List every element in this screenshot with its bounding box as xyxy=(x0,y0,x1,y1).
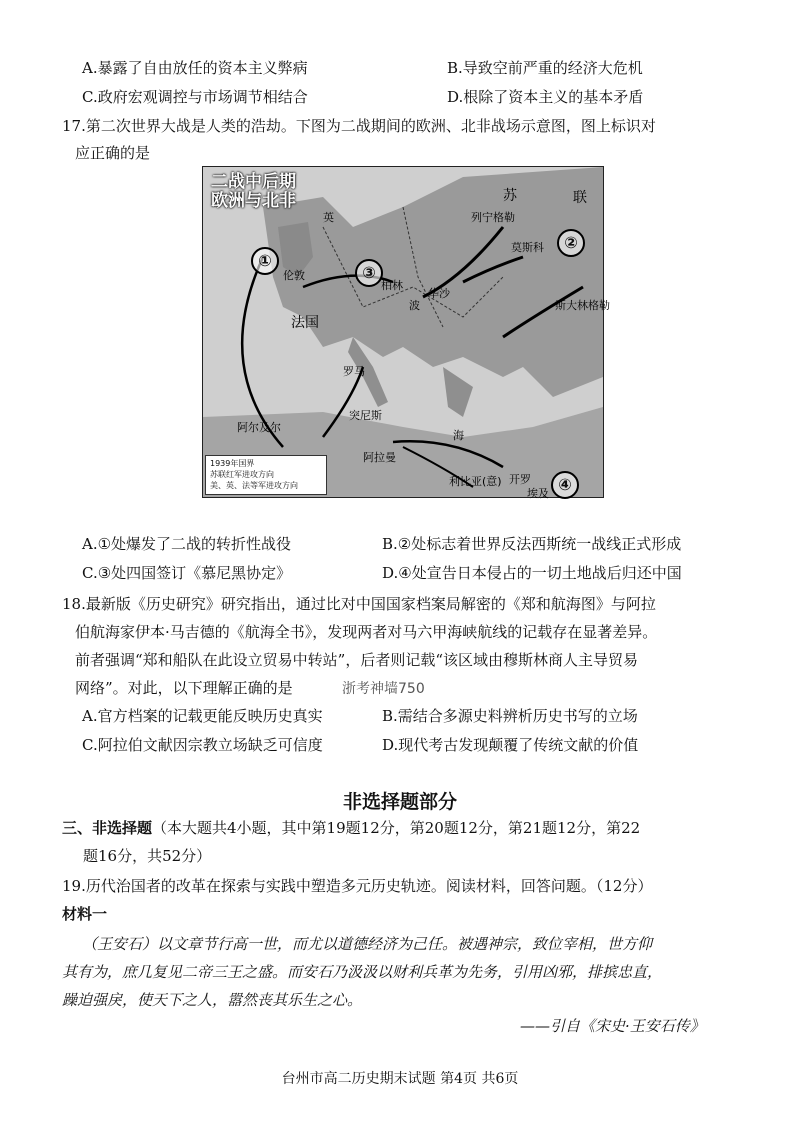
marker-4: ④ xyxy=(551,471,579,499)
q17-option-b: B.②处标志着世界反法西斯统一战线正式形成 xyxy=(382,535,682,553)
q17-stem-line1: 17.第二次世界大战是人类的浩劫。下图为二战期间的欧洲、北非战场示意图，图上标识对 xyxy=(62,117,656,135)
map-label-bo: 波 xyxy=(409,299,420,312)
part3-line1 xyxy=(62,818,640,838)
map-label-warsaw: 华沙 xyxy=(428,287,450,300)
marker-3: ③ xyxy=(355,259,383,287)
q18-line2: 伯航海家伊本·马吉德的《航海全书》，发现两者对马六甲海峡航线的记载存在显著差异。 xyxy=(75,623,658,641)
map-label-ying: 英 xyxy=(323,211,334,224)
q17-option-d: D.④处宣告日本侵占的一切土地战后归还中国 xyxy=(382,564,682,582)
q17-option-c: C.③处四国签订《慕尼黑协定》 xyxy=(82,564,292,582)
map-label-france: 法国 xyxy=(291,315,319,331)
q19-material-label: 材料一 xyxy=(62,905,108,923)
marker-1: ① xyxy=(251,247,279,275)
map-title xyxy=(211,173,296,211)
map-graphic xyxy=(203,167,603,497)
map-label-moscow: 莫斯科 xyxy=(511,241,544,254)
q17-stem-line2: 应正确的是 xyxy=(75,144,151,162)
map-label-rome: 罗马 xyxy=(343,365,365,378)
legend-allies: 美、英、法等军进攻方向 xyxy=(210,481,298,490)
marker-2: ② xyxy=(557,229,585,257)
q16-option-d: D.根除了资本主义的基本矛盾 xyxy=(447,88,644,106)
ww2-europe-north-africa-map xyxy=(202,166,610,500)
q19-stem: 19.历代治国者的改革在探索与实践中塑造多元历史轨迹。阅读材料，回答问题。（12分） xyxy=(62,877,653,895)
page-footer: 台州市高二历史期末试题 第4页 共6页 xyxy=(281,1071,519,1087)
q19-material-line3: 躁迫强戾，使天下之人，嚣然丧其乐生之心。 xyxy=(62,991,363,1009)
map-label-berlin: 柏林 xyxy=(381,279,403,292)
q18-line4: 网络”。对此，以下理解正确的是 xyxy=(75,679,293,697)
map-label-su: 苏 xyxy=(503,188,517,204)
q16-option-b: B.导致空前严重的经济大危机 xyxy=(447,59,643,77)
q18-line1: 18.最新版《历史研究》研究指出，通过比对中国国家档案局解密的《郑和航海图》与阿拉 xyxy=(62,595,656,613)
part3-desc-line2: 题16分，共52分） xyxy=(83,847,212,865)
map-label-cairo: 开罗 xyxy=(509,473,531,486)
map-label-leningrad: 列宁格勒 xyxy=(471,211,515,224)
legend-border: 1939年国界 xyxy=(210,459,255,468)
watermark: 浙考神墙750 xyxy=(342,681,425,697)
map-title-line1: 二战中后期 xyxy=(211,172,296,192)
q19-source: ——引自《宋史·王安石传》 xyxy=(520,1017,705,1035)
q18-option-a: A.官方档案的记载更能反映历史真实 xyxy=(82,707,323,725)
map-label-stalingrad: 斯大林格勒 xyxy=(555,299,610,312)
map-label-algiers: 阿尔及尔 xyxy=(237,421,281,434)
map-label-libya: 利比亚(意) xyxy=(449,475,502,488)
map-label-lian: 联 xyxy=(573,190,587,206)
part3-heading: 三、非选择题 xyxy=(62,819,153,837)
part3-desc-line1: （本大题共4小题，其中第19题12分，第20题12分，第21题12分，第22 xyxy=(152,819,641,837)
q18-option-c: C.阿拉伯文献因宗教立场缺乏可信度 xyxy=(82,736,323,754)
q17-option-a: A.①处爆发了二战的转折性战役 xyxy=(82,535,292,553)
q16-option-c: C.政府宏观调控与市场调节相结合 xyxy=(82,88,308,106)
map-label-egypt: 埃及 xyxy=(527,487,549,500)
map-label-london: 伦敦 xyxy=(283,269,305,282)
q19-material-line2: 其有为，庶几复见二帝三王之盛。而安石乃汲汲以财利兵革为先务，引用凶邪，排摈忠直， xyxy=(62,963,663,981)
map-label-tunis: 突尼斯 xyxy=(349,409,382,422)
q16-option-a: A.暴露了自由放任的资本主义弊病 xyxy=(82,59,308,77)
legend-soviet: 苏联红军进攻方向 xyxy=(210,470,274,479)
map-label-sea: 海 xyxy=(453,429,464,442)
q18-option-d: D.现代考古发现颠覆了传统文献的价值 xyxy=(382,736,639,754)
section-title: 非选择题部分 xyxy=(342,791,457,813)
q18-line3: 前者强调“郑和船队在此设立贸易中转站”，后者则记载“该区域由穆斯林商人主导贸易 xyxy=(75,651,639,669)
map-title-line2: 欧洲与北非 xyxy=(211,191,296,211)
map-legend xyxy=(205,455,327,495)
map-label-el-alamein: 阿拉曼 xyxy=(363,451,396,464)
q18-option-b: B.需结合多源史料辨析历史书写的立场 xyxy=(382,707,638,725)
q19-material-line1: （王安石）以文章节行高一世，而尤以道德经济为己任。被遇神宗，致位宰相，世方仰 xyxy=(82,935,653,953)
